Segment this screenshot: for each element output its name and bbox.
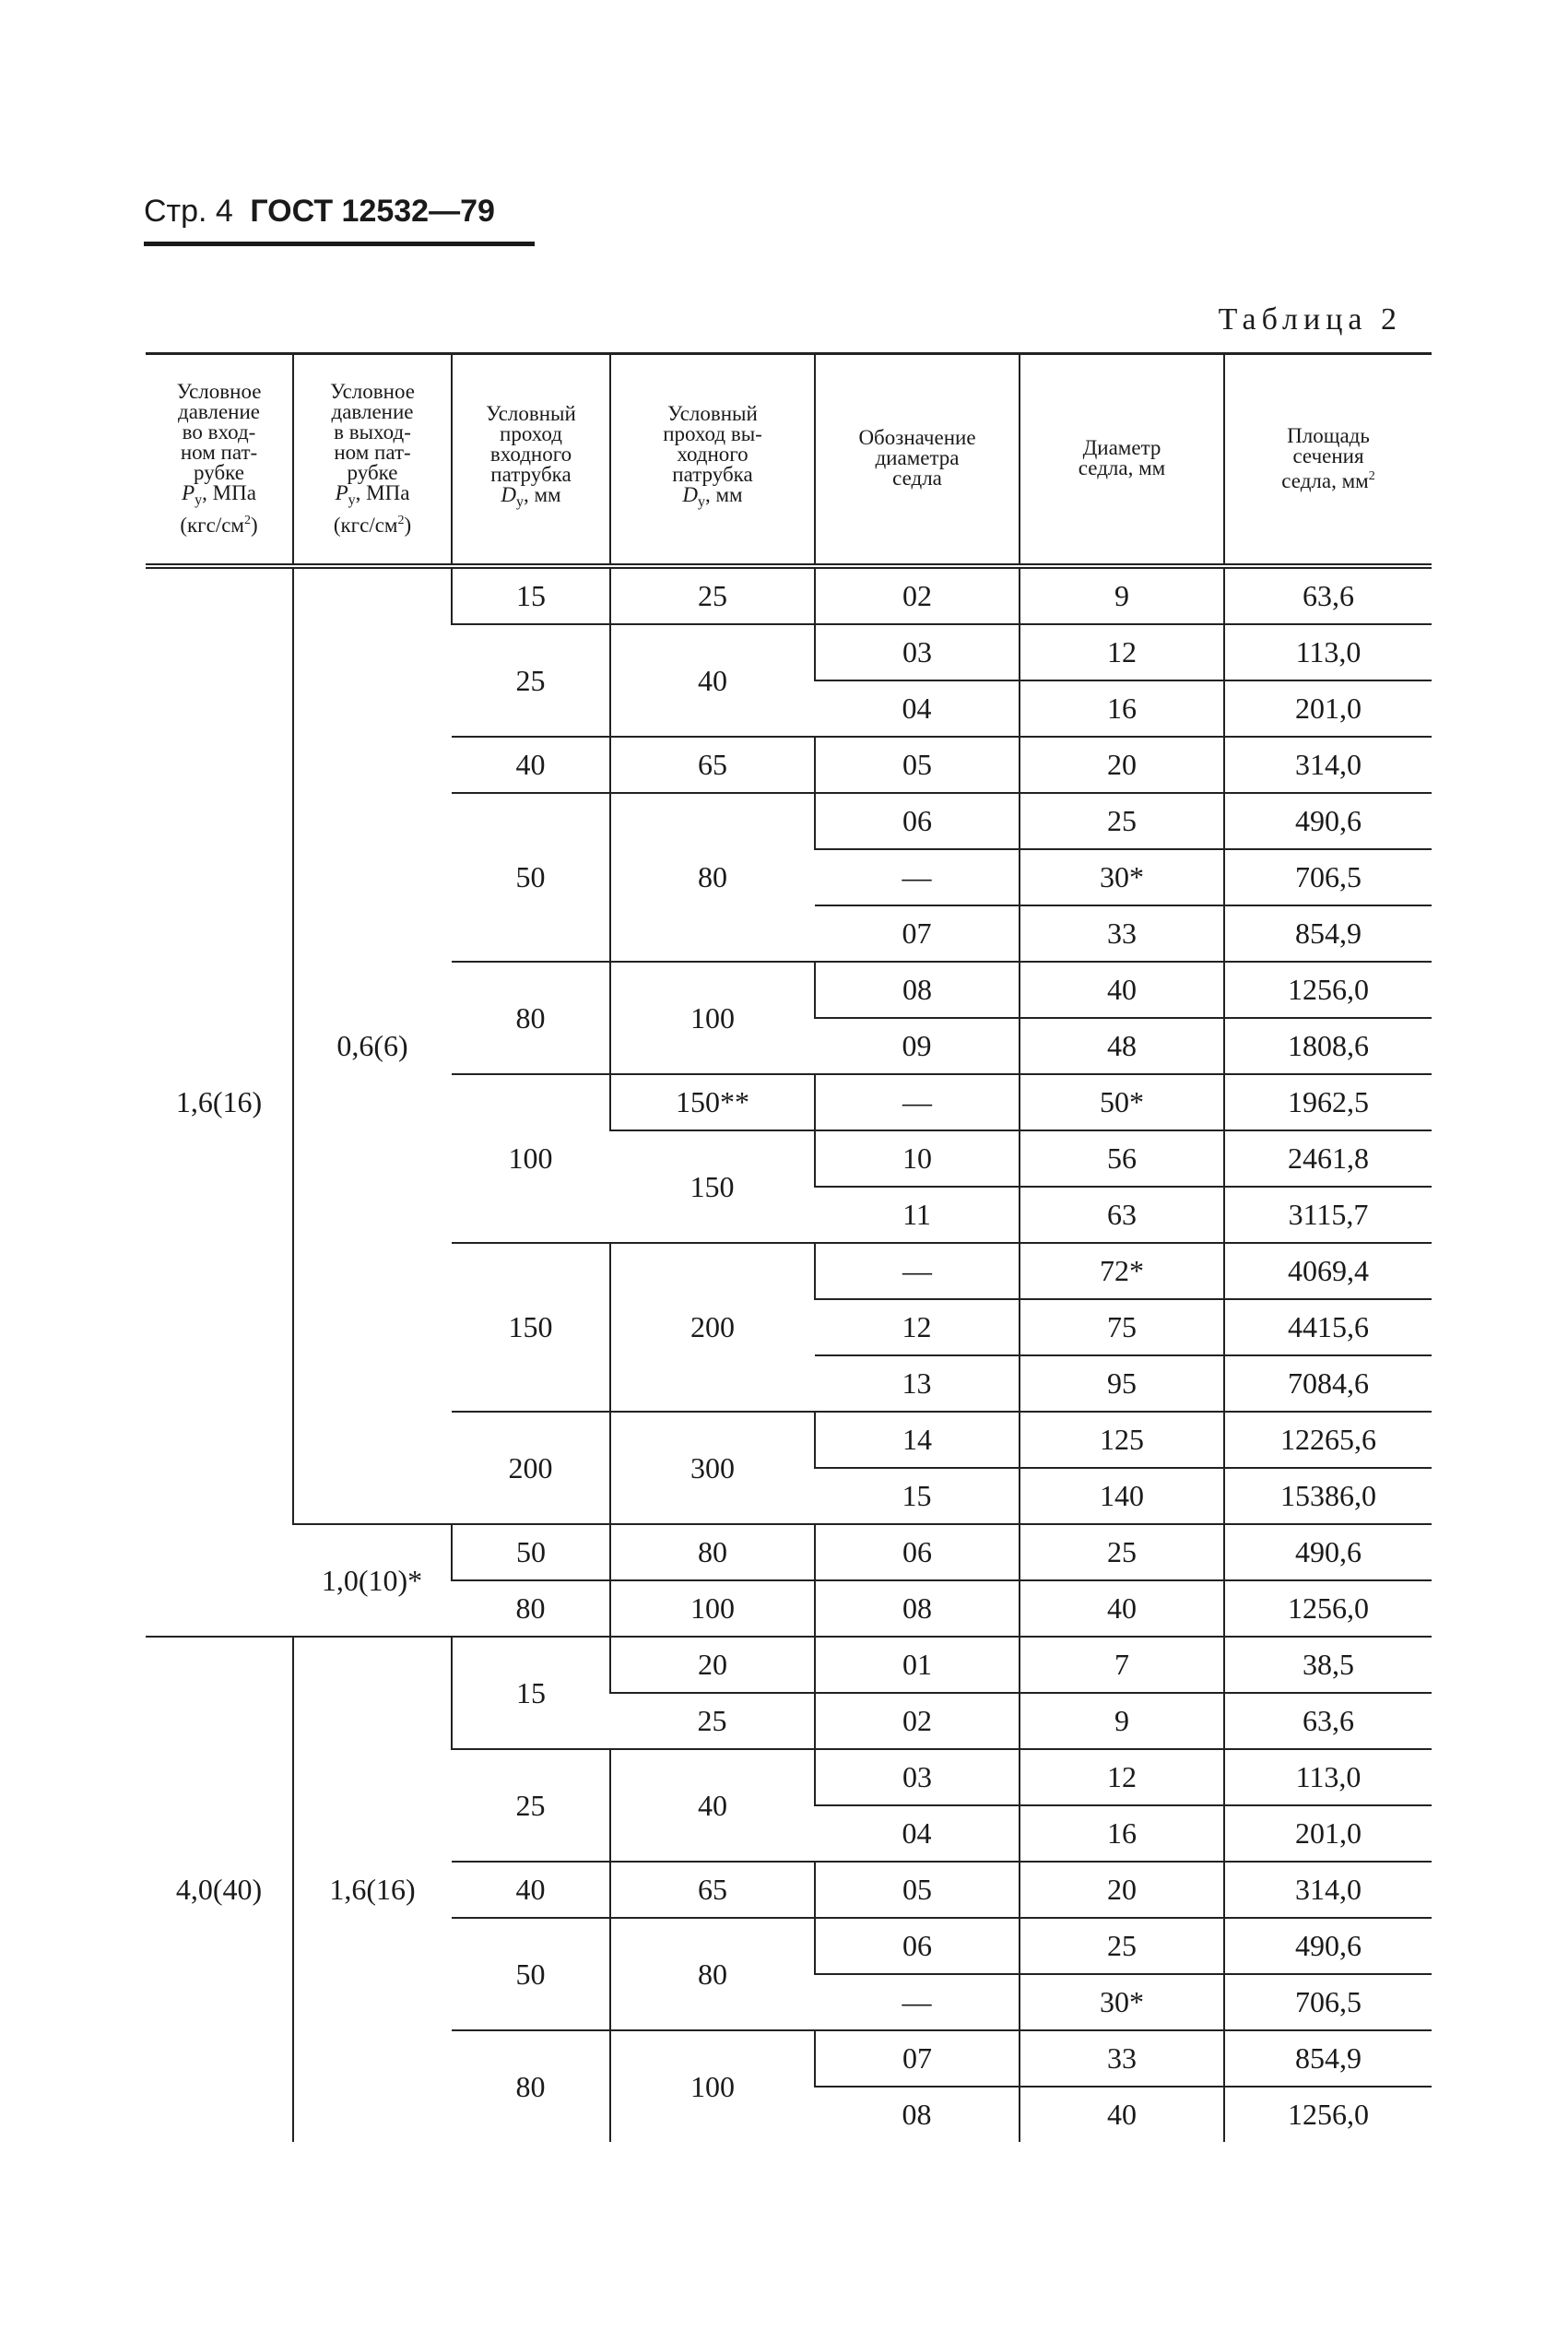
col-header-pout: Условное давление в выход- ном пат- рубке $P_у$, МПа $(кгс/см^2)$ bbox=[293, 354, 452, 567]
seat-code-cell: 09 bbox=[815, 1018, 1020, 1074]
seat-dia-cell: 12 bbox=[1020, 1749, 1224, 1805]
dn-out-cell: 25 bbox=[610, 1693, 815, 1749]
seat-area-cell: 1256,0 bbox=[1224, 1580, 1432, 1637]
seat-area-cell: 12265,6 bbox=[1224, 1412, 1432, 1468]
page-label: Стр. 4 bbox=[144, 194, 233, 229]
seat-code-cell: 06 bbox=[815, 1918, 1020, 1974]
seat-diameter-table bbox=[146, 352, 1432, 2142]
seat-area-cell: 706,5 bbox=[1224, 849, 1432, 905]
header-row bbox=[146, 354, 1432, 567]
seat-dia-cell: 40 bbox=[1020, 1580, 1224, 1637]
seat-dia-cell: 95 bbox=[1020, 1355, 1224, 1412]
seat-code-cell: 06 bbox=[815, 793, 1020, 849]
dn-in-cell: 80 bbox=[452, 1580, 610, 1637]
seat-area-cell: 3115,7 bbox=[1224, 1187, 1432, 1243]
dn-out-cell: 65 bbox=[610, 737, 815, 793]
seat-dia-cell: 16 bbox=[1020, 1805, 1224, 1862]
dn-out-cell: 40 bbox=[610, 1749, 815, 1862]
seat-dia-cell: 9 bbox=[1020, 566, 1224, 624]
dn-out-cell: 80 bbox=[610, 793, 815, 962]
seat-area-cell: 4069,4 bbox=[1224, 1243, 1432, 1299]
seat-code-cell: — bbox=[815, 1243, 1020, 1299]
seat-code-cell: 04 bbox=[815, 1805, 1020, 1862]
seat-code-cell: 07 bbox=[815, 2030, 1020, 2087]
seat-dia-cell: 16 bbox=[1020, 680, 1224, 737]
seat-dia-cell: 7 bbox=[1020, 1637, 1224, 1693]
seat-dia-cell: 25 bbox=[1020, 1524, 1224, 1580]
table-row bbox=[146, 1524, 1432, 1580]
seat-dia-cell: 25 bbox=[1020, 793, 1224, 849]
header-rule bbox=[144, 242, 535, 246]
seat-dia-cell: 56 bbox=[1020, 1130, 1224, 1187]
dn-out-cell: 150** bbox=[610, 1074, 815, 1130]
seat-dia-cell: 50* bbox=[1020, 1074, 1224, 1130]
dn-in-cell: 40 bbox=[452, 737, 610, 793]
seat-area-cell: 201,0 bbox=[1224, 1805, 1432, 1862]
seat-area-cell: 201,0 bbox=[1224, 680, 1432, 737]
seat-area-cell: 38,5 bbox=[1224, 1637, 1432, 1693]
seat-code-cell: 15 bbox=[815, 1468, 1020, 1524]
col-header-dn-in: Условный проход входного патрубка $D_у$, мм bbox=[452, 354, 610, 567]
dn-in-cell: 25 bbox=[452, 624, 610, 737]
col-header-seat-area: Площадь сечения седла, $мм^2$ bbox=[1224, 354, 1432, 567]
seat-code-cell: 03 bbox=[815, 624, 1020, 680]
dn-out-cell: 150 bbox=[610, 1130, 815, 1243]
col-header-seat-code: Обозначение диаметра седла bbox=[815, 354, 1020, 567]
seat-code-cell: — bbox=[815, 1974, 1020, 2030]
dn-out-cell: 40 bbox=[610, 624, 815, 737]
seat-code-cell: 01 bbox=[815, 1637, 1020, 1693]
seat-code-cell: 06 bbox=[815, 1524, 1020, 1580]
dn-out-cell: 65 bbox=[610, 1862, 815, 1918]
seat-code-cell: 03 bbox=[815, 1749, 1020, 1805]
table-row bbox=[146, 566, 1432, 624]
seat-area-cell: 63,6 bbox=[1224, 1693, 1432, 1749]
seat-area-cell: 15386,0 bbox=[1224, 1468, 1432, 1524]
seat-area-cell: 113,0 bbox=[1224, 624, 1432, 680]
dn-out-cell: 100 bbox=[610, 962, 815, 1074]
seat-dia-cell: 125 bbox=[1020, 1412, 1224, 1468]
seat-code-cell: 05 bbox=[815, 1862, 1020, 1918]
table-row bbox=[146, 1637, 1432, 1693]
dn-in-cell: 15 bbox=[452, 566, 610, 624]
dn-out-cell: 25 bbox=[610, 566, 815, 624]
seat-area-cell: 2461,8 bbox=[1224, 1130, 1432, 1187]
seat-dia-cell: 63 bbox=[1020, 1187, 1224, 1243]
seat-area-cell: 1808,6 bbox=[1224, 1018, 1432, 1074]
dn-out-cell: 300 bbox=[610, 1412, 815, 1524]
seat-dia-cell: 140 bbox=[1020, 1468, 1224, 1524]
seat-code-cell: 08 bbox=[815, 962, 1020, 1018]
seat-area-cell: 854,9 bbox=[1224, 2030, 1432, 2087]
seat-dia-cell: 72* bbox=[1020, 1243, 1224, 1299]
seat-area-cell: 314,0 bbox=[1224, 737, 1432, 793]
dn-out-cell: 100 bbox=[610, 1580, 815, 1637]
dn-in-cell: 50 bbox=[452, 1524, 610, 1580]
dn-out-cell: 20 bbox=[610, 1637, 815, 1693]
seat-dia-cell: 20 bbox=[1020, 737, 1224, 793]
seat-area-cell: 63,6 bbox=[1224, 566, 1432, 624]
seat-dia-cell: 40 bbox=[1020, 962, 1224, 1018]
dn-in-cell: 50 bbox=[452, 1918, 610, 2030]
col-header-dn-out: Условный проход вы- ходного патрубка $D_у$, мм bbox=[610, 354, 815, 567]
standard-number: ГОСТ 12532—79 bbox=[250, 194, 495, 229]
seat-dia-cell: 9 bbox=[1020, 1693, 1224, 1749]
dn-out-cell: 80 bbox=[610, 1524, 815, 1580]
seat-area-cell: 1256,0 bbox=[1224, 962, 1432, 1018]
col-header-seat-diameter: Диаметр седла, мм bbox=[1020, 354, 1224, 567]
seat-code-cell: 13 bbox=[815, 1355, 1020, 1412]
pin-cell: 4,0(40) bbox=[175, 1873, 263, 1906]
dn-out-cell: 200 bbox=[610, 1243, 815, 1412]
dn-out-cell: 100 bbox=[610, 2030, 815, 2142]
seat-area-cell: 1962,5 bbox=[1224, 1074, 1432, 1130]
seat-dia-cell: 75 bbox=[1020, 1299, 1224, 1355]
seat-dia-cell: 33 bbox=[1020, 905, 1224, 962]
seat-code-cell: 11 bbox=[815, 1187, 1020, 1243]
seat-dia-cell: 30* bbox=[1020, 849, 1224, 905]
dn-in-cell: 80 bbox=[515, 2069, 546, 2103]
dn-in-cell: 40 bbox=[452, 1862, 610, 1918]
col-header-pin: Условное давление во вход- ном пат- рубке $P_у$, МПа $(кгс/см^2)$ bbox=[146, 354, 293, 567]
seat-dia-cell: 33 bbox=[1020, 2030, 1224, 2087]
dn-in-cell: 200 bbox=[452, 1412, 610, 1524]
pout-cell: 0,6(6) bbox=[293, 566, 452, 1524]
table-caption: Таблица 2 bbox=[1218, 302, 1402, 337]
seat-code-cell: 05 bbox=[815, 737, 1020, 793]
seat-area-cell: 490,6 bbox=[1224, 1918, 1432, 1974]
seat-area-cell: 854,9 bbox=[1224, 905, 1432, 962]
seat-area-cell: 113,0 bbox=[1224, 1749, 1432, 1805]
seat-code-cell: 02 bbox=[815, 1693, 1020, 1749]
seat-dia-cell: 12 bbox=[1020, 624, 1224, 680]
seat-dia-cell: 30* bbox=[1020, 1974, 1224, 2030]
seat-code-cell: 08 bbox=[902, 2098, 932, 2131]
pout-cell: 1,0(10)* bbox=[293, 1524, 452, 1637]
seat-area-cell: 706,5 bbox=[1224, 1974, 1432, 2030]
seat-code-cell: 07 bbox=[815, 905, 1020, 962]
dn-in-cell: 100 bbox=[452, 1074, 610, 1243]
seat-area-cell: 7084,6 bbox=[1224, 1355, 1432, 1412]
seat-dia-cell: 20 bbox=[1020, 1862, 1224, 1918]
seat-dia-cell: 48 bbox=[1020, 1018, 1224, 1074]
dn-in-cell: 25 bbox=[452, 1749, 610, 1862]
seat-area-cell: 490,6 bbox=[1224, 793, 1432, 849]
page-header bbox=[144, 194, 495, 230]
seat-area-cell: 314,0 bbox=[1224, 1862, 1432, 1918]
seat-code-cell: 02 bbox=[815, 566, 1020, 624]
seat-code-cell: 12 bbox=[815, 1299, 1020, 1355]
seat-code-cell: — bbox=[815, 849, 1020, 905]
seat-code-cell: 04 bbox=[815, 680, 1020, 737]
table-container bbox=[146, 352, 1432, 2142]
seat-area-cell: 4415,6 bbox=[1224, 1299, 1432, 1355]
dn-in-cell: 50 bbox=[452, 793, 610, 962]
seat-code-cell: 10 bbox=[815, 1130, 1020, 1187]
dn-out-cell: 80 bbox=[610, 1918, 815, 2030]
pout-cell: 1,6(16) bbox=[293, 1637, 452, 2142]
dn-in-cell: 15 bbox=[452, 1637, 610, 1749]
seat-area-cell: 1256,0 bbox=[1224, 2087, 1432, 2142]
seat-code-cell: 08 bbox=[815, 1580, 1020, 1637]
pin-cell: 1,6(16) bbox=[146, 566, 293, 1637]
dn-in-cell: 80 bbox=[452, 962, 610, 1074]
seat-area-cell: 490,6 bbox=[1224, 1524, 1432, 1580]
seat-dia-cell: 40 bbox=[1020, 2087, 1224, 2142]
seat-code-cell: 14 bbox=[815, 1412, 1020, 1468]
seat-dia-cell: 25 bbox=[1020, 1918, 1224, 1974]
seat-code-cell: — bbox=[815, 1074, 1020, 1130]
dn-in-cell: 150 bbox=[452, 1243, 610, 1412]
